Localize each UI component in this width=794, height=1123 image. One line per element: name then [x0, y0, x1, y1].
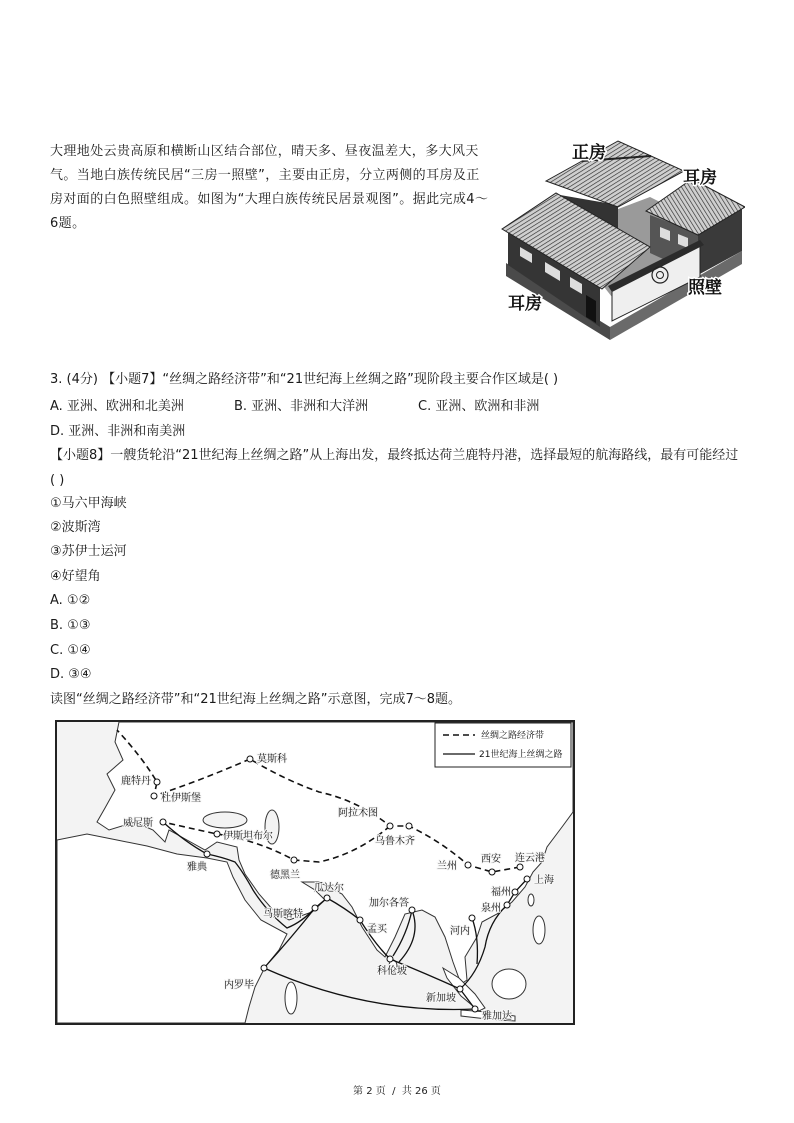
- option-a: A. 亚洲、欧洲和北美洲: [50, 399, 184, 414]
- black-sea: [203, 812, 247, 828]
- city-label: 连云港: [515, 853, 545, 864]
- city-label: 孟买: [367, 924, 387, 935]
- city-label: 新加坡: [426, 993, 456, 1004]
- city-label: 德黑兰: [270, 870, 300, 881]
- city-label: 河内: [450, 926, 470, 937]
- question-8-option-d: D. ③④: [50, 667, 92, 682]
- question-8-item-1: ①马六甲海峡: [50, 496, 127, 511]
- borneo: [492, 969, 526, 999]
- label-side-house-left: 耳房: [508, 294, 542, 314]
- city-label: 雅加达: [482, 1011, 512, 1022]
- city-label: 西安: [481, 854, 501, 865]
- philippines: [533, 916, 545, 944]
- silk-road-map: [55, 720, 575, 1025]
- city-label: 雅典: [187, 862, 207, 873]
- question-8-option-c: C. ①④: [50, 643, 91, 658]
- map-legend: [435, 723, 571, 767]
- city-label: 泉州: [481, 903, 501, 914]
- city-label: 乌鲁木齐: [375, 836, 415, 847]
- intro-paragraph: 大理地处云贵高原和横断山区结合部位，晴天多、昼夜温差大，多大风天气。当地白族传统民居“三房一照壁”，主要由正房，分立两侧的耳房及正房对面的白色照壁组成。如图为“大理白族传统民居景观图”。据此完成4～6题。: [50, 144, 489, 231]
- city-label: 福州: [491, 887, 511, 898]
- madagascar: [285, 982, 297, 1014]
- city-label: 兰州: [437, 861, 457, 872]
- question-8-option-b: B. ①③: [50, 618, 91, 633]
- option-c: C. 亚洲、欧洲和非洲: [418, 399, 540, 414]
- city-label: 加尔各答: [369, 898, 409, 909]
- map-canvas: [57, 722, 573, 1023]
- city-label: 阿拉木图: [338, 808, 378, 819]
- question-8-stem: 【小题8】一艘货轮沿“21世纪海上丝绸之路”从上海出发，最终抵达荷兰鹿特丹港，选择最短的航海路线，最有可能经过( ): [50, 448, 739, 488]
- house-figure: [500, 135, 745, 345]
- city-label: 威尼斯: [123, 818, 153, 829]
- city-istanbul: [214, 829, 273, 842]
- option-d: D. 亚洲、非洲和南美洲: [50, 424, 186, 439]
- label-screen-wall: 照壁: [688, 278, 722, 298]
- city-label: 莫斯科: [257, 754, 287, 765]
- page-footer: 第 2 页 / 共 26 页: [353, 1086, 441, 1097]
- label-main-house: 正房: [572, 143, 606, 163]
- city-label: 内罗毕: [224, 980, 254, 991]
- map-intro: 读图“丝绸之路经济带”和“21世纪海上丝绸之路”示意图，完成7～8题。: [50, 692, 462, 707]
- city-label: 伊斯坦布尔: [223, 831, 273, 842]
- question-8-item-3: ③苏伊士运河: [50, 544, 127, 559]
- question-8-item-4: ④好望角: [50, 569, 101, 584]
- city-label: 科伦坡: [377, 966, 407, 977]
- city-label: 杜伊斯堡: [161, 793, 201, 804]
- legend-maritime-road: 21世纪海上丝绸之路: [479, 750, 563, 760]
- city-label: 马斯喀特: [263, 909, 303, 920]
- city-label: 上海: [534, 875, 554, 886]
- city-label: 瓜达尔: [314, 883, 344, 894]
- option-b: B. 亚洲、非洲和大洋洲: [234, 399, 369, 414]
- taiwan: [528, 894, 534, 906]
- label-side-house-right: 耳房: [683, 168, 717, 188]
- question-8-option-a: A. ①②: [50, 593, 91, 608]
- question-3-header: 3. (4分) 【小题7】“丝绸之路经济带”和“21世纪海上丝绸之路”现阶段主要合作区域是( ): [50, 372, 559, 387]
- question-8-item-2: ②波斯湾: [50, 520, 101, 535]
- city-label: 鹿特丹: [121, 776, 151, 787]
- legend-economic-belt: 丝绸之路经济带: [481, 731, 545, 741]
- question-3-options-row: [50, 395, 742, 420]
